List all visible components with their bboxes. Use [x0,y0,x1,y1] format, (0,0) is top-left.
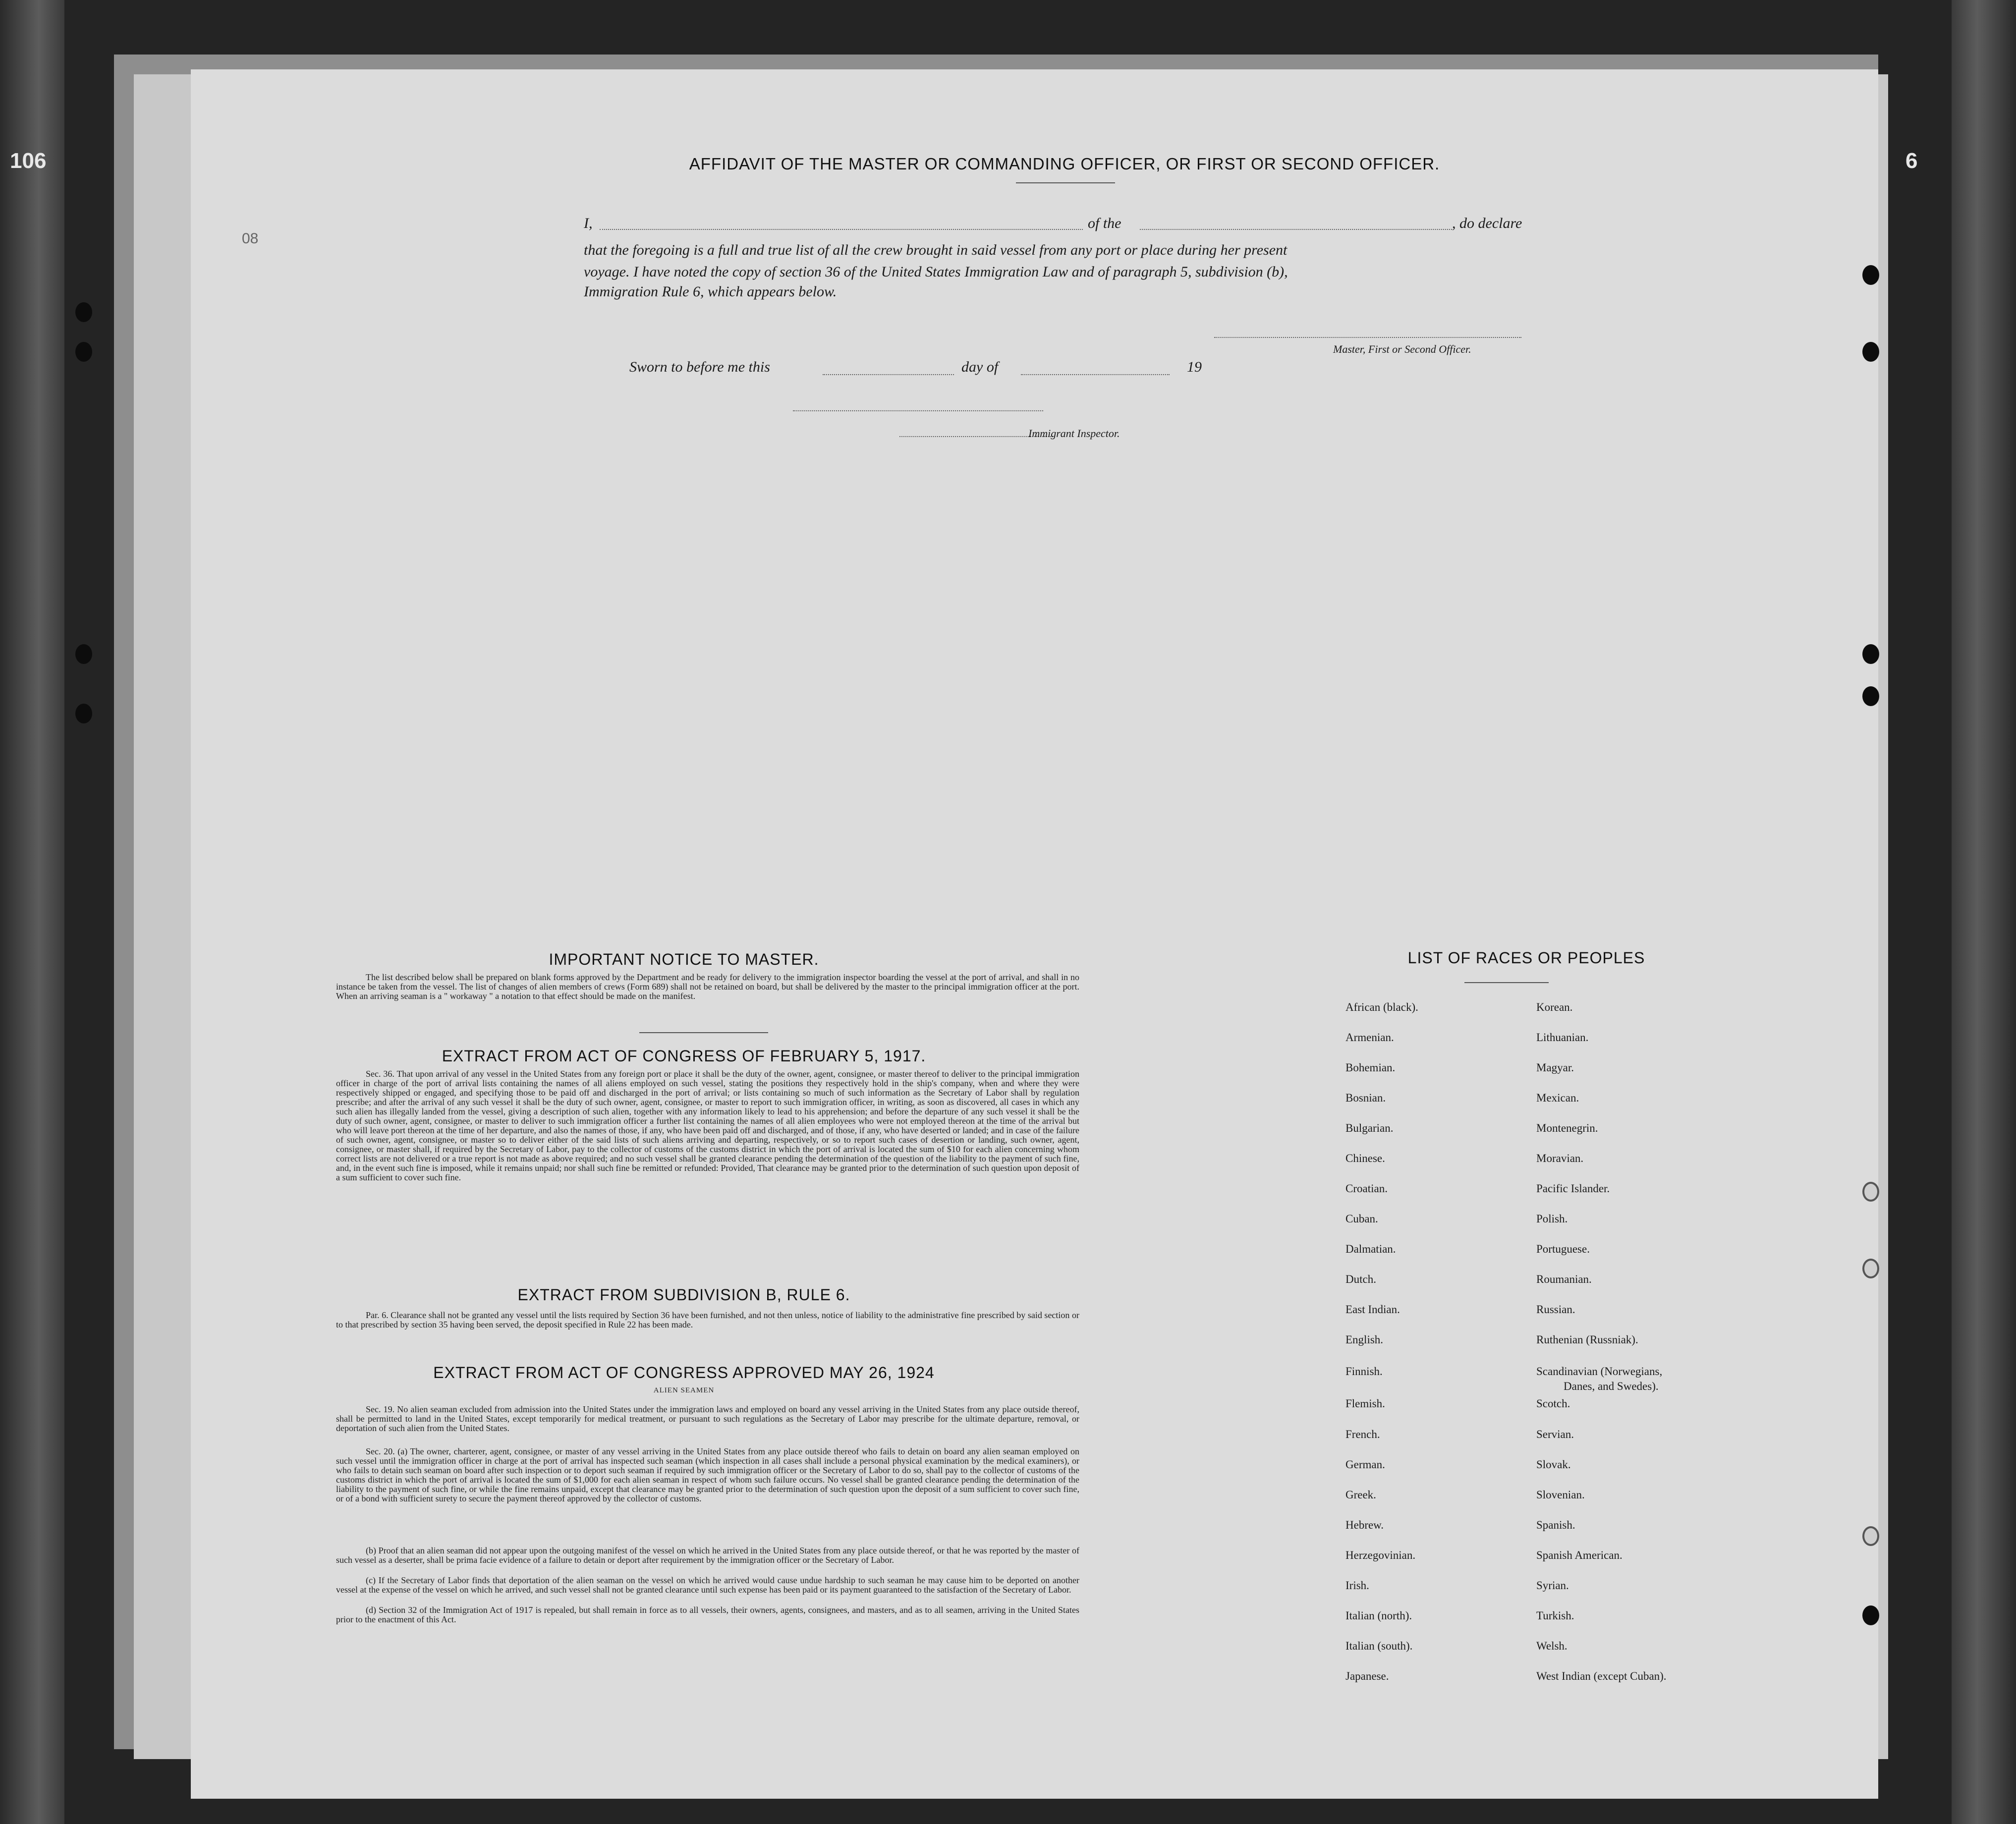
race-item: West Indian (except Cuban). [1536,1670,1667,1682]
race-item: Italian (south). [1345,1640,1413,1652]
race-item: Spanish. [1536,1519,1575,1531]
affidavit-i-label: I, [584,215,593,231]
sec20c-text: (c) If the Secretary of Labor finds that deportation of the alien seaman on the vessel on which he arrived would cause undue hardship to such seaman he may cause him to be deported on another vessel at the expense of the vessel on which he arrived, and such vessel shall not be granted clearance until such expense has been paid or its payment guaranteed to the satisfaction of the Secretary of Labor. [336,1575,1079,1595]
race-item: Cuban. [1345,1213,1378,1225]
race-item: Portuguese. [1536,1243,1590,1255]
race-item-continuation: Danes, and Swedes). [1564,1380,1659,1392]
race-item: Scandinavian (Norwegians, [1536,1365,1663,1378]
sworn-day-line[interactable] [823,374,954,375]
race-item: Ruthenian (Russniak). [1536,1333,1638,1346]
master-signature-line[interactable] [1214,337,1521,338]
race-item: Roumanian. [1536,1273,1592,1285]
race-item: Dalmatian. [1345,1243,1396,1255]
affidavit-line-1: that the foregoing is a full and true list of all the crew brought in said vessel from any port or place during her present [584,242,1288,258]
sworn-month-line[interactable] [1021,374,1170,375]
left-page-number: 106 [10,149,47,173]
race-item: Magyar. [1536,1061,1574,1074]
race-item: Bulgarian. [1345,1122,1394,1134]
binder-hole [1862,1182,1879,1202]
binder-hole [1862,265,1879,285]
inspector-signature-line[interactable] [793,410,1043,411]
races-rule [1464,982,1549,983]
notice-text: The list described below shall be prepared on blank forms approved by the Department and be ready for delivery to the immigration inspector boarding the vessel at the port of arrival, and shall in no instance be taken from the vessel. The list of changes of alien members of crews (Form 689) shall not be retained on board, but shall be delivered by the master to the principal immigration officer at the port. When an arriving seaman is a " workaway " a notation to that effect should be made on the manifest. [336,972,1079,1001]
binder-hole [1862,686,1879,706]
name-line[interactable] [600,229,1083,230]
inspector-caption: Immigrant Inspector. [1028,427,1120,440]
race-item: English. [1345,1333,1384,1346]
affidavit-line-3: Immigration Rule 6, which appears below. [584,283,837,300]
binder-hole [75,342,92,362]
year-prefix: 19 [1187,359,1202,375]
binder-hole [1862,1605,1879,1625]
race-item: Herzegovinian. [1345,1549,1416,1561]
race-item: Finnish. [1345,1365,1383,1378]
race-item: Welsh. [1536,1640,1568,1652]
sworn-text: Sworn to before me this [629,359,770,375]
race-item: Korean. [1536,1001,1573,1013]
sec20a-text: Sec. 20. (a) The owner, charterer, agent, consignee, or master of any vessel arriving in the United States from any place outside thereof who fails to detain on board any alien seaman employed on such vessel until the immigration officer in charge at the port of arrival has inspected such seaman (which inspection in all cases shall include a personal physical examination by the medical examiners), or who fails to detain such seaman on board after such inspection or to deport such seaman if required by such immigration officer or the Secretary of Labor to do so, shall pay to the collector of customs of the customs district in which the port of arrival is located the sum of $1,000 for each alien seaman in respect of whom such failure occurs. No vessel shall be granted clearance pending the determination of the liability to the payment of such fine, or while the fine remains unpaid, except that clearance may be granted prior to the determination of such question upon the deposit of a sum sufficient to cover such fine, or of a bond with sufficient surety to secure the payment thereof approved by the collector of customs. [336,1446,1079,1503]
race-item: Armenian. [1345,1031,1394,1044]
race-item: Russian. [1536,1303,1575,1316]
race-item: Spanish American. [1536,1549,1623,1561]
race-item: Lithuanian. [1536,1031,1589,1044]
binder-hole [1862,1526,1879,1546]
page-number-stamp: 08 [242,230,259,247]
race-item: Pacific Islander. [1536,1182,1610,1195]
race-item: Japanese. [1345,1670,1389,1682]
race-item: Greek. [1345,1489,1376,1501]
race-item: Turkish. [1536,1609,1574,1622]
binder-hole [1862,1259,1879,1278]
race-item: Slovenian. [1536,1489,1585,1501]
title-rule [1016,182,1115,183]
affidavit-line-2: voyage. I have noted the copy of section 36 of the United States Immigration Law and of paragraph 5, subdivision (b), [584,264,1288,280]
affidavit-title: AFFIDAVIT OF THE MASTER OR COMMANDING OFFICER, OR FIRST OR SECOND OFFICER. [689,155,1440,173]
race-item: Bosnian. [1345,1092,1386,1104]
sec20b-text: (b) Proof that an alien seaman did not appear upon the outgoing manifest of the vessel on which he arrived in the United States from any place outside thereof, or that he was reported by the master of such vessel as a deserter, shall be prima facie evidence of a failure to detain or deport after requirement by the immigration officer or the Secretary of Labor. [336,1546,1079,1565]
race-item: Dutch. [1345,1273,1376,1285]
race-item: Croatian. [1345,1182,1388,1195]
sec20d-text: (d) Section 32 of the Immigration Act of 1917 is repealed, but shall remain in force as to all vessels, their owners, agents, consignees, and masters, and as to all seamen, arriving in the United States prior to the enactment of this Act. [336,1605,1079,1624]
binder-hole [1862,644,1879,664]
notice-title: IMPORTANT NOTICE TO MASTER. [549,950,819,968]
alien-seamen-subtitle: ALIEN SEAMEN [653,1386,715,1394]
race-item: French. [1345,1428,1380,1440]
race-item: Hebrew. [1345,1519,1384,1531]
binder-hole [1862,342,1879,362]
extract-1917-title: EXTRACT FROM ACT OF CONGRESS OF FEBRUARY 5, 1917. [442,1047,926,1065]
race-item: East Indian. [1345,1303,1400,1316]
race-item: Scotch. [1536,1397,1570,1410]
affidavit-do-declare: , do declare [1452,215,1522,231]
extract-1917-text: Sec. 36. That upon arrival of any vessel in the United States from any foreign port or place it shall be the duty of the owner, agent, consignee, or master thereof to deliver to the principal immigration officer in charge of the port of arrival lists containing the names of all aliens employed on such vessel, stating the positions they respectively hold in the ship's company, when and where they were respectively shipped or engaged, and specifying those to be paid off and discharged in the port of arrival; or lists containing so much of such information as the Secretary of Labor shall by regulation prescribe; and after the arrival of any such vessel it shall be the duty of such owner, agent, consignee, or master to report to such immigration officer, in writing, as soon as discovered, all cases in which any such alien has illegally landed from the vessel, giving a description of such alien, together with any information likely to lead to his apprehension; and before the departure of any such vessel it shall be the duty of such owner, agent, consignee, or master to deliver to such immigration officer a further list containing the names of all alien employees who were not employed thereon at the time of the arrival but who will leave port thereon at the time of her departure, and also the names of those, if any, who have been paid off and discharged, and of those, if any, who have deserted or landed; and in case of the failure of such owner, agent, consignee, or master so to deliver either of the said lists of such aliens arriving and departing, respectively, or so to report such cases of desertion or landing, such owner, agent, consignee, or master shall, if required by the Secretary of Labor, pay to the collector of customs of the customs district in which the port of arrival is located the sum of $10 for each alien concerning whom correct lists are not delivered or a true report is not made as above required; and no such vessel shall be granted clearance pending the determination of the question of the liability to the payment of such fine, and, in the event such fine is imposed, while it remains unpaid; nor shall such fine be remitted or refunded: Provided, That clearance may be granted prior to the determination of such question upon deposit of a sum sufficient to cover such fine. [336,1069,1079,1182]
race-item: Moravian. [1536,1152,1584,1164]
race-item: Bohemian. [1345,1061,1396,1074]
left-book-edge [0,0,64,1824]
day-of-text: day of [961,359,999,375]
races-title: LIST OF RACES OR PEOPLES [1407,949,1645,967]
race-item: Mexican. [1536,1092,1579,1104]
extract-1924-title: EXTRACT FROM ACT OF CONGRESS APPROVED MAY 26, 1924 [433,1364,935,1382]
document-page [191,69,1878,1799]
race-item: Syrian. [1536,1579,1569,1592]
race-item: Polish. [1536,1213,1568,1225]
master-caption: Master, First or Second Officer. [1333,343,1471,355]
race-item: African (black). [1345,1001,1418,1013]
vessel-line[interactable] [1140,229,1452,230]
binder-hole [75,302,92,322]
right-book-edge [1952,0,2016,1824]
sec19-text: Sec. 19. No alien seaman excluded from admission into the United States under the immigration laws and employed on board any vessel arriving in the United States from any place outside thereof, shall be permitted to land in the United States, except temporarily for medical treatment, or pursuant to such regulations as the Secretary of Labor may prescribe for the ultimate departure, removal, or deportation of such alien from the United States. [336,1404,1079,1433]
binder-hole [75,704,92,723]
race-item: Flemish. [1345,1397,1385,1410]
binder-hole [75,644,92,664]
right-page-number: 6 [1905,149,1918,173]
race-item: Montenegrin. [1536,1122,1598,1134]
race-item: Irish. [1345,1579,1369,1592]
race-item: Italian (north). [1345,1609,1412,1622]
affidavit-of-the: of the [1088,215,1121,231]
extract-rule6-text: Par. 6. Clearance shall not be granted any vessel until the lists required by Section 36 have been furnished, and not then unless, notice of liability to the administrative fine prescribed by said section or to that prescribed by section 35 having been served, the deposit specified in Rule 22 has been made. [336,1310,1079,1329]
race-item: Slovak. [1536,1458,1571,1471]
notice-rule [639,1032,768,1033]
extract-rule6-title: EXTRACT FROM SUBDIVISION B, RULE 6. [517,1286,850,1304]
race-item: German. [1345,1458,1385,1471]
race-item: Servian. [1536,1428,1574,1440]
race-item: Chinese. [1345,1152,1385,1164]
